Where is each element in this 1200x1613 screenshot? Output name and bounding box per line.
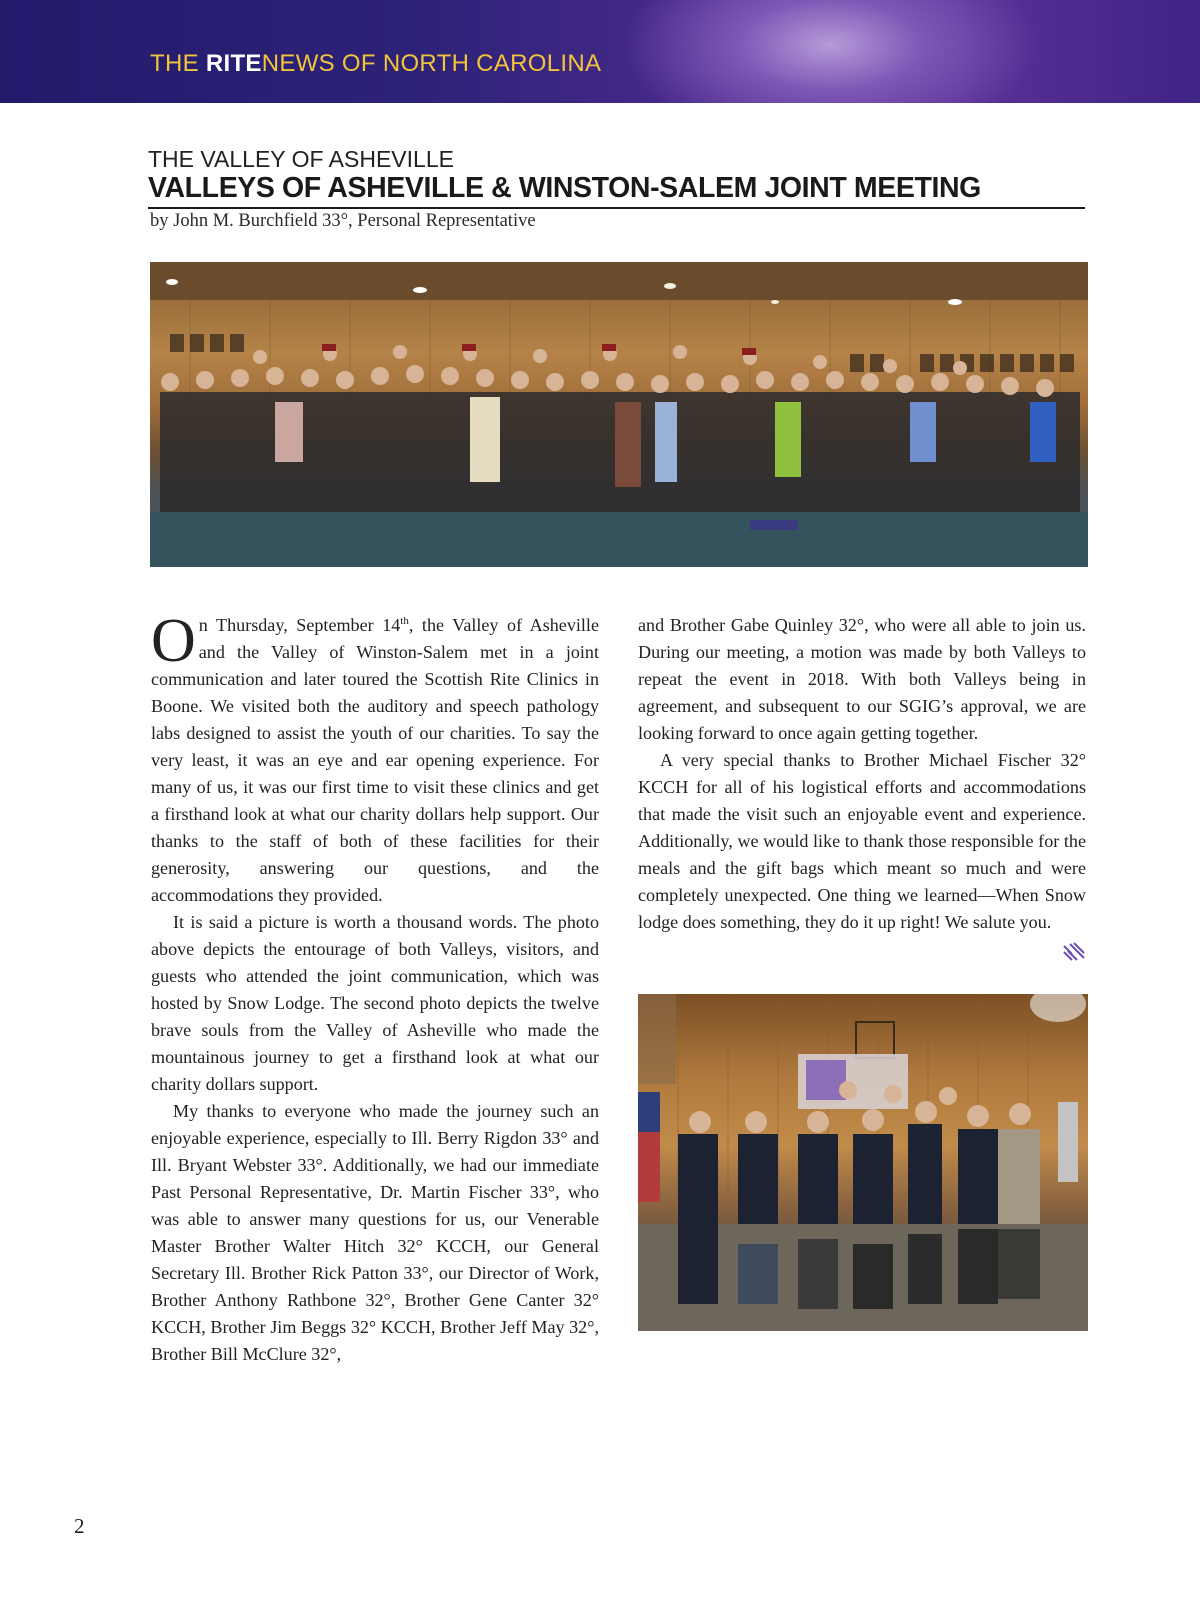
group-photo-large — [150, 262, 1088, 567]
section-kicker: THE VALLEY OF ASHEVILLE — [148, 146, 454, 172]
publication-title-rite: RITE — [205, 50, 262, 77]
article-paragraph-1 — [151, 607, 599, 909]
group-photo-small-illustration — [638, 994, 1088, 1331]
paragraph-1-sup: th — [400, 614, 409, 627]
article-paragraph-3-continued: and Brother Gabe Quinley 32°, who were all able to join us. During our meeting, a motion was made by both Valleys to repeat the event in 2018. With both Valleys being in agreement, and subsequent to our SGIG’s approval, we are looking forward to once again getting together. — [638, 615, 1086, 743]
article-byline: by John M. Burchfield 33°, Personal Representative — [150, 211, 536, 231]
article-paragraph-3: My thanks to everyone who made the journey such an enjoyable experience, especially to Ill. Berry Rigdon 33° and Ill. Bryant Webster 33°. Additionally, we had our immediate Past Personal Representative, Dr. Martin Fischer 33°, who was able to answer many questions for us, our Venerable Master Brother Walter Hitch 32° KCCH, our General Secretary Ill. Brother Rick Patton 33°, our Director of Work, Brother Anthony Rathbone 32°, Brother Gene Canter 32° KCCH, Brother Jim Beggs 32° KCCH, Brother Jeff May 32°, Brother Bill McClure 32°, — [151, 1101, 599, 1364]
masthead-banner — [0, 0, 1200, 103]
page-number: 2 — [74, 1514, 85, 1538]
paragraph-1-rest: , the Valley of Asheville and the Valley of Winston-Salem met in a joint communication and later toured the Scottish Rite Clinics in Boone. We visited both the auditory and speech pathology labs designed to assist the youth of our charities. To say the very least, it was an eye and ear opening experience. For many of us, it was our first time to visit these clinics and get a firsthand look at what our charity dollars help support. Our thanks to the staff of both of these facilities for their generosity, answering our questions, and the accommodations they provided. — [151, 615, 599, 905]
group-photo-small — [638, 994, 1088, 1331]
article-paragraph-4: A very special thanks to Brother Michael Fischer 32° KCCH for all of his logistical efforts and accommodations that made the visit such an enjoyable event and experience. Additionally, we would like to thank those responsible for the meals and the gift bags which meant so much and were completely unexpected. One thing we learned—When Snow lodge does something, they do it up right! We salute you. — [638, 750, 1086, 932]
article-column-left — [151, 607, 599, 1368]
drop-cap: O — [151, 607, 196, 675]
publication-title-pre: THE — [150, 50, 206, 77]
paragraph-1-lead: n Thursday, September 14 — [198, 615, 401, 635]
article-headline: VALLEYS OF ASHEVILLE & WINSTON-SALEM JOINT MEETING — [148, 172, 1085, 209]
group-photo-large-illustration — [150, 262, 1088, 567]
publication-title — [150, 50, 601, 78]
article-column-right — [638, 612, 1086, 936]
publication-title-post: NEWS OF NORTH CAROLINA — [261, 50, 602, 77]
end-of-article-mark-icon — [1063, 942, 1085, 962]
article-paragraph-2: It is said a picture is worth a thousand words. The photo above depicts the entourage of both Valleys, visitors, and guests who attended the joint communication, which was hosted by Snow Lodge. The second photo depicts the twelve brave souls from the Valley of Asheville who made the mountainous journey to get a firsthand look at what our charity dollars support. — [151, 912, 599, 1094]
